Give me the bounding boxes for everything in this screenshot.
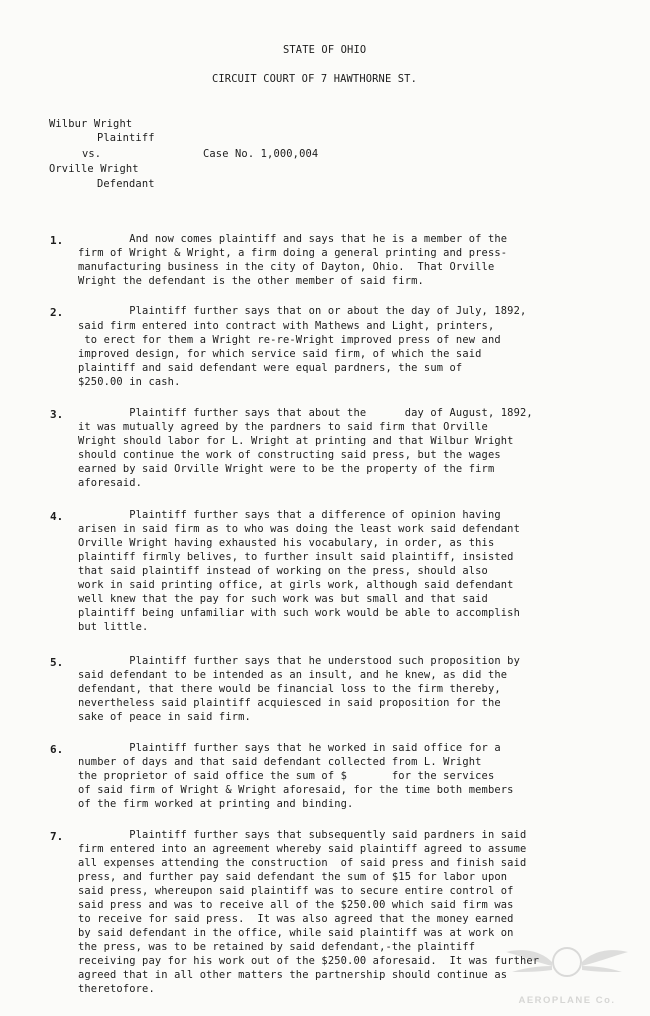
paragraph-line: Plaintiff further says that about the day of August, 1892, xyxy=(78,407,533,419)
paragraph-line: Orville Wright having exhausted his vocabulary, in order, as this xyxy=(78,537,495,549)
watermark-logo xyxy=(502,936,632,1006)
paragraph-line: arisen in said firm as to who was doing the least work said defendant xyxy=(78,523,520,535)
paragraph-line: nevertheless said plaintiff acquiesced in said proposition for the xyxy=(78,697,501,709)
paragraph-line: theretofore. xyxy=(78,983,155,995)
paragraph-number: 1. xyxy=(50,234,64,247)
paragraph-line: that said plaintiff instead of working on the press, should also xyxy=(78,565,488,577)
paragraph-line: Plaintiff further says that he worked in said office for a xyxy=(78,742,501,754)
paragraph-line: said defendant to be intended as an insult, and he knew, as did the xyxy=(78,669,508,681)
paragraph-line: said press and was to receive all of the $250.00 which said firm was xyxy=(78,899,514,911)
paragraph-line: it was mutually agreed by the pardners to said firm that Orville xyxy=(78,421,488,433)
paragraph-line: firm entered into an agreement whereby said plaintiff agreed to assume xyxy=(78,843,527,855)
winged-logo-icon xyxy=(502,936,632,991)
defendant-role: Defendant xyxy=(97,178,155,190)
paragraph-line: the press, was to be retained by said defendant,-the plaintiff xyxy=(78,941,476,953)
paragraph-line: well knew that the pay for such work was but small and that said xyxy=(78,593,488,605)
paragraph-number: 6. xyxy=(50,743,64,756)
paragraph-line: defendant, that there would be financial loss to the firm thereby, xyxy=(78,683,501,695)
paragraph-line: number of days and that said defendant collected from L. Wright xyxy=(78,756,482,768)
paragraph-line: Plaintiff further says that on or about the day of July, 1892, xyxy=(78,305,527,317)
paragraph-line: Plaintiff further says that he understood such proposition by xyxy=(78,655,520,667)
state-heading: STATE OF OHIO xyxy=(283,44,367,56)
case-number: Case No. 1,000,004 xyxy=(203,148,319,160)
paragraph-line: plaintiff being unfamiliar with such work would be able to accomplish xyxy=(78,607,520,619)
paragraph-number: 3. xyxy=(50,408,64,421)
paragraph-line: of said firm of Wright & Wright aforesaid, for the time both members xyxy=(78,784,514,796)
watermark-text: AEROPLANE Co. xyxy=(518,995,616,1006)
paragraph-number: 5. xyxy=(50,656,64,669)
paragraph-line: Wright the defendant is the other member of said firm. xyxy=(78,275,424,287)
paragraph-line: said firm entered into contract with Mathews and Light, printers, xyxy=(78,320,495,332)
paragraph-line: earned by said Orville Wright were to be the property of the firm xyxy=(78,463,495,475)
paragraph-line: aforesaid. xyxy=(78,477,143,489)
paragraph-line: the proprietor of said office the sum of $ for the services xyxy=(78,770,495,782)
plaintiff-name: Wilbur Wright xyxy=(49,118,133,130)
paragraph-line: work in said printing office, at girls work, although said defendant xyxy=(78,579,514,591)
paragraph-line: should continue the work of constructing said press, but the wages xyxy=(78,449,501,461)
paragraph-line: firm of Wright & Wright, a firm doing a general printing and press- xyxy=(78,247,508,259)
paragraph-line: improved design, for which service said firm, of which the said xyxy=(78,348,482,360)
defendant-name: Orville Wright xyxy=(49,163,139,175)
versus-label: vs. xyxy=(82,148,102,160)
court-heading: CIRCUIT COURT OF 7 HAWTHORNE ST. xyxy=(212,73,417,85)
paragraph-line: of the firm worked at printing and binding. xyxy=(78,798,354,810)
paragraph-line: manufacturing business in the city of Dayton, Ohio. That Orville xyxy=(78,261,495,273)
paragraph-line: Plaintiff further says that subsequently said pardners in said xyxy=(78,829,527,841)
paragraph-line: Plaintiff further says that a difference of opinion having xyxy=(78,509,501,521)
paragraph-line: to receive for said press. It was also agreed that the money earned xyxy=(78,913,514,925)
paragraph-line: plaintiff and said defendant were equal pardners, the sum of xyxy=(78,362,463,374)
paragraph-line: said press, whereupon said plaintiff was to secure entire control of xyxy=(78,885,514,897)
plaintiff-role: Plaintiff xyxy=(97,132,155,144)
paragraph-line: agreed that in all other matters the partnership should continue as xyxy=(78,969,508,981)
paragraph-number: 7. xyxy=(50,830,64,843)
paragraph-line: all expenses attending the construction of said press and finish said xyxy=(78,857,527,869)
paragraph-line: Wright should labor for L. Wright at printing and that Wilbur Wright xyxy=(78,435,514,447)
paragraph-number: 2. xyxy=(50,306,64,319)
paragraph-line: by said defendant in the office, while said plaintiff was at work on xyxy=(78,927,514,939)
paragraph-line: to erect for them a Wright re-re-Wright improved press of new and xyxy=(78,334,501,346)
paragraph-line: $250.00 in cash. xyxy=(78,376,181,388)
paragraph-line: receiving pay for his work out of the $250.00 aforesaid. It was further xyxy=(78,955,540,967)
paragraph-line: press, and further pay said defendant the sum of $15 for labor upon xyxy=(78,871,508,883)
paragraph-number: 4. xyxy=(50,510,64,523)
paragraph-line: sake of peace in said firm. xyxy=(78,711,251,723)
paragraph-line: And now comes plaintiff and says that he is a member of the xyxy=(78,233,508,245)
paragraph-line: plaintiff firmly belives, to further insult said plaintiff, insisted xyxy=(78,551,514,563)
paragraph-line: but little. xyxy=(78,621,149,633)
